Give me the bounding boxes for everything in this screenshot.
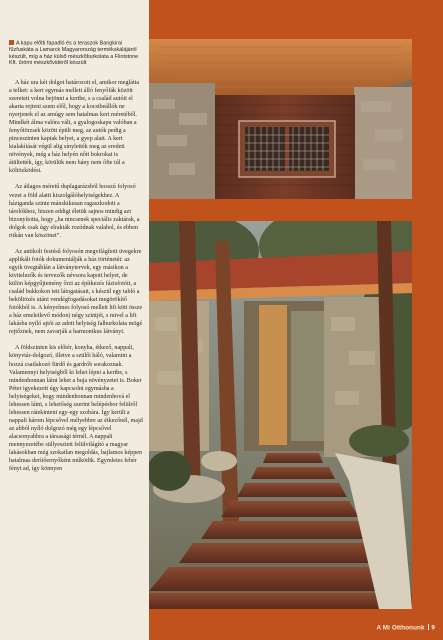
page-number: 9 — [431, 624, 435, 631]
page-footer — [377, 624, 435, 632]
caption-marker — [9, 40, 14, 45]
photo-caption-text: A kapu előtti fapadló és a teraszok Bangkirai fűzfuskáta a Lamarck Magyarország termékskálájáról készült, míg a ház külső mészkőburkolata a Flintstone Kft. űrömi mészkővidéről készült — [9, 40, 139, 67]
article-paragraph: A ház ura két dolgot határozott el, amikor meglátta a telket: a kert egymás mellett álló fenyőfák között szeretett volna bejönni a kertbe, s a család autóit el akarta rejteni szem elől, hogy a kocsibeállók ne nyerjenek el az amúgy sem hatalmas kert méretéből. Mindkét álma valóra vált, a gyalogoskapu valóban a fenyőtörzsek között épült meg, az autók pedig a pinceszinten kaptak helyet, a gyep alatt. A kert kialakítását végül alig sínylették meg az eredeti növények, még a ház helyén nőtt bokrokat is átültették, így, körülük nem hány nem őfte túl a költözködést. — [9, 79, 140, 175]
article-paragraph: Az antikolt festésű folyosón megvilágított üvegekre applikált fotók dokumentálják a ház történetét: az egyik üvegtáblán a látványtervek, egy másikon a kivitelezők és tervezők névsora kapott helyet, de külön képgyűjtemény őrzi az építkezés fázisfotóit, a család bukkokon tett látogatásait, s készül egy tabló a beköltözés utáni vendégfogadásokat megörökítő fotókból is. A kényelmes folyosó mellett lift köti össze a ház emeletlevő módon) négy szintjét, s mivel a lift lakásba nyíló ajtói az adott helyiség falburkolata mögé rejtőznek, nem zavarják a harmonikus látványt. — [9, 248, 143, 336]
article-paragraph: A földszinten kis előtér, konyha, étkező, nappali, könyvtár-dolgozó, illetve a szülői háló, valamint a hozzá csatlakozó fürdő és gardrób sorakoznak. Valamennyi helyiségből ki lehet lépni a kertbe, s mindenhonnan látni lehet a buja növényzetet is. Boker Péter igyekezett úgy kapcsolni egymásba a helyiségeket, hogy mindenhonnan mindenhová el lehessen látni, s lehetőség szerint belépésbor felülről lehessen rátekinteni egy-egy szobára. Így került a nappali három lépcsővel mélyebbre az étkezőnél, majd az abból nyíló dolgozó még egy lépcsővel alacsonyabbra a társasági térnél. A nappali mennyezetébe süllyesztett felülvilágító a magyar lakásokban még szokatlan megoldás, hajlamos képpen hatalmas derítőernyőként működik. Egymletes fehér fényt ad, így könnyen — [9, 345, 143, 473]
gate-detail-photo — [149, 39, 412, 199]
footer-separator — [428, 624, 429, 630]
article-paragraph: Az átlagos méretű duplagarázsból hosszú folyosó vezet a föld alatti kiszolgálóhelyiségekhez. A háziganda szinte mánskikusan ragaszkodott a tárolókhoz, hiszen eddigi életük sajnos mindig azt bizonyította, hogy „ha nincsenek speciális zaktárak, a dolgok csak úgy elrakták rozódnak valahol, és ebben ritkán van köszönet”. — [9, 184, 140, 239]
magazine-name: A Mi Otthonunk — [376, 624, 425, 631]
photo-caption — [9, 40, 143, 67]
article-text-column — [0, 0, 149, 640]
garden-stairs-photo — [149, 221, 412, 609]
